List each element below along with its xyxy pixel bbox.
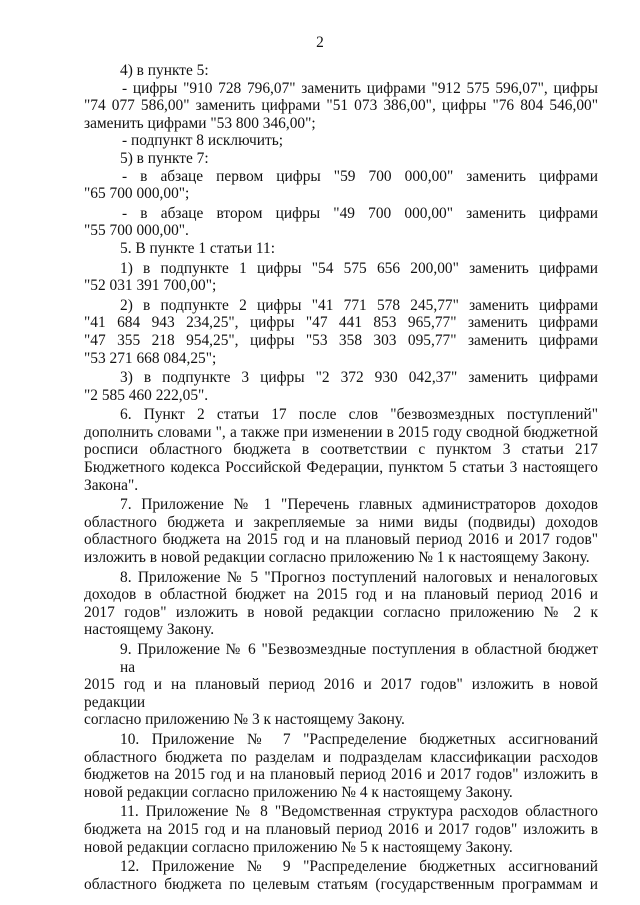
text-line: "2 585 460 222,05". (84, 386, 209, 404)
text-line: 5) в пункте 7: (120, 149, 209, 167)
text-line: согласно приложению № 3 к настоящему Закону. (84, 711, 405, 729)
text-line: "41 684 943 234,25", цифры "47 441 853 965,77" заменить цифрами (84, 314, 598, 332)
text-line: 4) в пункте 5: (120, 62, 209, 79)
text-line: - цифры "910 728 796,07" заменить цифрами "912 575 596,07", цифры (122, 79, 598, 97)
text-line: 11. Приложение № 8 "Ведомственная структура расходов областного (120, 803, 598, 821)
text-line: изложить в новой редакции согласно приложению № 1 к настоящему Закону. (84, 549, 590, 567)
text-line: 9. Приложение № 6 "Безвозмездные поступления в областной бюджет на (120, 641, 598, 676)
text-line: областного бюджета на 2015 год и на плановый период 2016 и 2017 годов" (84, 531, 598, 549)
text-line: - в абзаце первом цифры "59 700 000,00" заменить цифрами (122, 167, 598, 185)
text-line: новой редакции согласно приложению № 5 к настоящему Закону. (84, 838, 513, 856)
text-line: 6. Пункт 2 статьи 17 после слов "безвозмездных поступлений" (120, 406, 598, 424)
text-line: 3) в подпункте 3 цифры "2 372 930 042,37" заменить цифрами (120, 369, 598, 387)
text-line: бюджетов на 2015 год и на плановый период 2016 и 2017 годов" изложить в (84, 766, 598, 784)
text-line: областного бюджета и закрепляемые за ними виды (подвиды) доходов (84, 513, 598, 531)
text-line: 2017 годов" изложить в новой редакции согласно приложению № 2 к (84, 603, 598, 621)
text-line: доходов в областной бюджет на 2015 год и на плановый период 2016 и (84, 586, 598, 604)
text-line: "55 700 000,00". (84, 222, 189, 240)
text-line: "52 031 391 700,00"; (84, 277, 217, 295)
text-line: бюджета на 2015 год и на плановый период 2016 и 2017 годов" изложить в (84, 820, 598, 838)
text-line: областного бюджета по разделам и подразделам классификации расходов (84, 748, 598, 766)
document-body (84, 62, 598, 893)
text-line: "53 271 668 084,25"; (84, 349, 217, 367)
text-line: 12. Приложение № 9 "Распределение бюджетных ассигнований (120, 858, 598, 876)
text-line: "74 077 586,00" заменить цифрами "51 073 386,00", цифры "76 804 546,00" (84, 97, 598, 115)
text-line: 1) в подпункте 1 цифры "54 575 656 200,00" заменить цифрами (120, 259, 598, 277)
text-line: новой редакции согласно приложению № 4 к настоящему Закону. (84, 783, 513, 801)
text-line: "47 355 218 954,25", цифры "53 358 303 095,77" заменить цифрами (84, 331, 598, 349)
text-line: "65 700 000,00"; (84, 185, 190, 203)
text-line: 10. Приложение № 7 "Распределение бюджетных ассигнований (120, 730, 598, 748)
text-line: настоящему Закону. (84, 621, 215, 639)
page-number: 2 (316, 34, 324, 51)
text-line: 7. Приложение № 1 "Перечень главных администраторов доходов (120, 496, 598, 514)
text-line: 2) в подпункте 2 цифры "41 771 578 245,77" заменить цифрами (120, 296, 598, 314)
text-line: - в абзаце втором цифры "49 700 000,00" заменить цифрами (122, 204, 598, 222)
text-line: - подпункт 8 исключить; (122, 132, 283, 150)
text-line: областного бюджета по целевым статьям (государственным программам и (84, 875, 598, 893)
text-line: дополнить словами ", а также при изменении в 2015 году сводной бюджетной (84, 423, 598, 441)
text-line: Закона". (84, 476, 139, 494)
text-line: 5. В пункте 1 статьи 11: (120, 239, 275, 257)
text-line: Бюджетного кодекса Российской Федерации, пунктом 5 статьи 3 настоящего (84, 459, 598, 477)
text-line: росписи областного бюджета в соответствии с пунктом 3 статьи 217 (84, 441, 598, 459)
text-line: 2015 год и на плановый период 2016 и 2017 годов" изложить в новой редакции (84, 676, 598, 711)
text-line: заменить цифрами "53 800 346,00"; (84, 114, 316, 132)
text-line: 8. Приложение № 5 "Прогноз поступлений налоговых и неналоговых (120, 568, 598, 586)
